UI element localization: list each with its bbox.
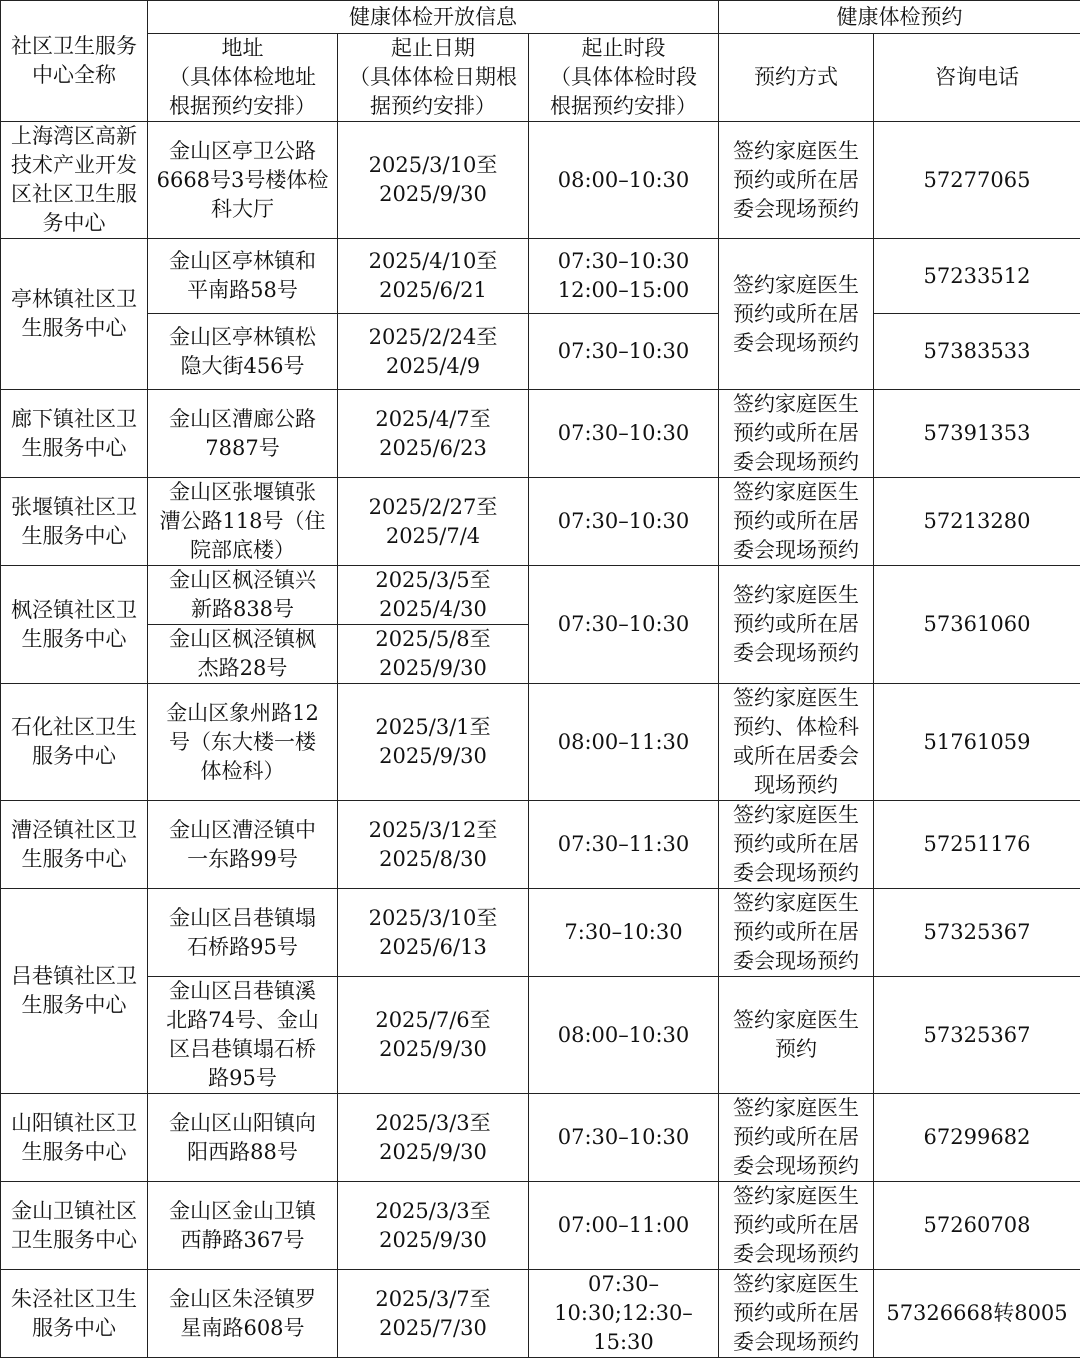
booking-method: 签约家庭医生 预约或所在居 委会现场预约 [719,801,874,889]
address: 金山区漕泾镇中 一东路99号 [148,801,338,889]
date-range: 2025/3/12至 2025/8/30 [338,801,529,889]
table-row [1,122,1080,239]
center-name: 朱泾社区卫生 服务中心 [1,1270,148,1358]
center-name: 上海湾区高新 技术产业开发 区社区卫生服 务中心 [1,122,148,239]
date-range: 2025/3/1至 2025/9/30 [338,684,529,801]
time-range: 07:30–10:30 [529,566,719,684]
table-row [1,684,1080,801]
phone: 57277065 [874,122,1080,239]
booking-method: 签约家庭医生 预约或所在居 委会现场预约 [719,122,874,239]
date-range: 2025/5/8至 2025/9/30 [338,625,529,684]
time-range: 07:30–10:30 [529,1094,719,1182]
header-phone: 咨询电话 [874,34,1080,122]
phone: 57326668转8005 [874,1270,1080,1358]
address: 金山区亭林镇和 平南路58号 [148,239,338,314]
table-row [1,478,1080,566]
booking-method: 签约家庭医生 预约或所在居 委会现场预约 [719,1182,874,1270]
date-range: 2025/3/7至 2025/7/30 [338,1270,529,1358]
table-row [1,390,1080,478]
time-range: 08:00–10:30 [529,977,719,1094]
address: 金山区亭卫公路 6668号3号楼体检 科大厅 [148,122,338,239]
date-range: 2025/3/10至 2025/9/30 [338,122,529,239]
booking-method: 签约家庭医生 预约或所在居 委会现场预约 [719,478,874,566]
header-center-name: 社区卫生服务 中心全称 [1,1,148,122]
table-row [1,239,1080,314]
booking-method: 签约家庭医生 预约或所在居 委会现场预约 [719,566,874,684]
center-name: 枫泾镇社区卫 生服务中心 [1,566,148,684]
address: 金山区朱泾镇罗 星南路608号 [148,1270,338,1358]
booking-method: 签约家庭医生 预约或所在居 委会现场预约 [719,390,874,478]
table-row [1,977,1080,1094]
phone: 57361060 [874,566,1080,684]
time-range: 07:30– 10:30;12:30– 15:30 [529,1270,719,1358]
address: 金山区张堰镇张 漕公路118号（住 院部底楼） [148,478,338,566]
table-row [1,314,1080,390]
address: 金山区山阳镇向 阳西路88号 [148,1094,338,1182]
phone: 57325367 [874,889,1080,977]
header-method: 预约方式 [719,34,874,122]
phone: 57391353 [874,390,1080,478]
phone: 57260708 [874,1182,1080,1270]
time-range: 7:30–10:30 [529,889,719,977]
table-row [1,801,1080,889]
table-row [1,1094,1080,1182]
phone: 67299682 [874,1094,1080,1182]
header-row-group [1,1,1080,34]
booking-method: 签约家庭医生 预约或所在居 委会现场预约 [719,1270,874,1358]
date-range: 2025/3/10至 2025/6/13 [338,889,529,977]
time-range: 08:00–10:30 [529,122,719,239]
booking-method: 签约家庭医生 预约或所在居 委会现场预约 [719,889,874,977]
center-name: 廊下镇社区卫 生服务中心 [1,390,148,478]
center-name: 吕巷镇社区卫 生服务中心 [1,889,148,1094]
header-row-columns [1,34,1080,122]
date-range: 2025/2/27至 2025/7/4 [338,478,529,566]
date-range: 2025/4/7至 2025/6/23 [338,390,529,478]
header-address: 地址 （具体体检地址 根据预约安排） [148,34,338,122]
phone: 57383533 [874,314,1080,390]
center-name: 金山卫镇社区 卫生服务中心 [1,1182,148,1270]
header-hours: 起止时段 （具体体检时段 根据预约安排） [529,34,719,122]
center-name: 张堰镇社区卫 生服务中心 [1,478,148,566]
header-info-group: 健康体检开放信息 [148,1,719,34]
date-range: 2025/3/5至 2025/4/30 [338,566,529,625]
booking-method: 签约家庭医生 预约或所在居 委会现场预约 [719,1094,874,1182]
booking-method: 签约家庭医生 预约、体检科 或所在居委会 现场预约 [719,684,874,801]
date-range: 2025/7/6至 2025/9/30 [338,977,529,1094]
address: 金山区金山卫镇 西静路367号 [148,1182,338,1270]
table-row [1,1270,1080,1358]
phone: 57251176 [874,801,1080,889]
center-name: 石化社区卫生 服务中心 [1,684,148,801]
time-range: 07:00–11:00 [529,1182,719,1270]
booking-method: 签约家庭医生 预约 [719,977,874,1094]
address: 金山区吕巷镇塌 石桥路95号 [148,889,338,977]
address: 金山区漕廊公路 7887号 [148,390,338,478]
address: 金山区枫泾镇枫 杰路28号 [148,625,338,684]
time-range: 07:30–10:30 12:00–15:00 [529,239,719,314]
table-row [1,889,1080,977]
phone: 57325367 [874,977,1080,1094]
phone: 51761059 [874,684,1080,801]
date-range: 2025/3/3至 2025/9/30 [338,1094,529,1182]
date-range: 2025/3/3至 2025/9/30 [338,1182,529,1270]
phone: 57213280 [874,478,1080,566]
date-range: 2025/2/24至 2025/4/9 [338,314,529,390]
center-name: 山阳镇社区卫 生服务中心 [1,1094,148,1182]
time-range: 07:30–10:30 [529,478,719,566]
header-dates: 起止日期 （具体体检日期根 据预约安排） [338,34,529,122]
time-range: 07:30–10:30 [529,390,719,478]
header-booking-group: 健康体检预约 [719,1,1080,34]
address: 金山区枫泾镇兴 新路838号 [148,566,338,625]
center-name: 漕泾镇社区卫 生服务中心 [1,801,148,889]
table-row [1,566,1080,625]
date-range: 2025/4/10至 2025/6/21 [338,239,529,314]
address: 金山区亭林镇松 隐大街456号 [148,314,338,390]
address: 金山区吕巷镇溪 北路74号、金山 区吕巷镇塌石桥 路95号 [148,977,338,1094]
booking-method: 签约家庭医生 预约或所在居 委会现场预约 [719,239,874,390]
address: 金山区象州路12 号（东大楼一楼 体检科） [148,684,338,801]
center-name: 亭林镇社区卫 生服务中心 [1,239,148,390]
time-range: 07:30–10:30 [529,314,719,390]
table-row [1,1182,1080,1270]
time-range: 07:30–11:30 [529,801,719,889]
phone: 57233512 [874,239,1080,314]
time-range: 08:00–11:30 [529,684,719,801]
